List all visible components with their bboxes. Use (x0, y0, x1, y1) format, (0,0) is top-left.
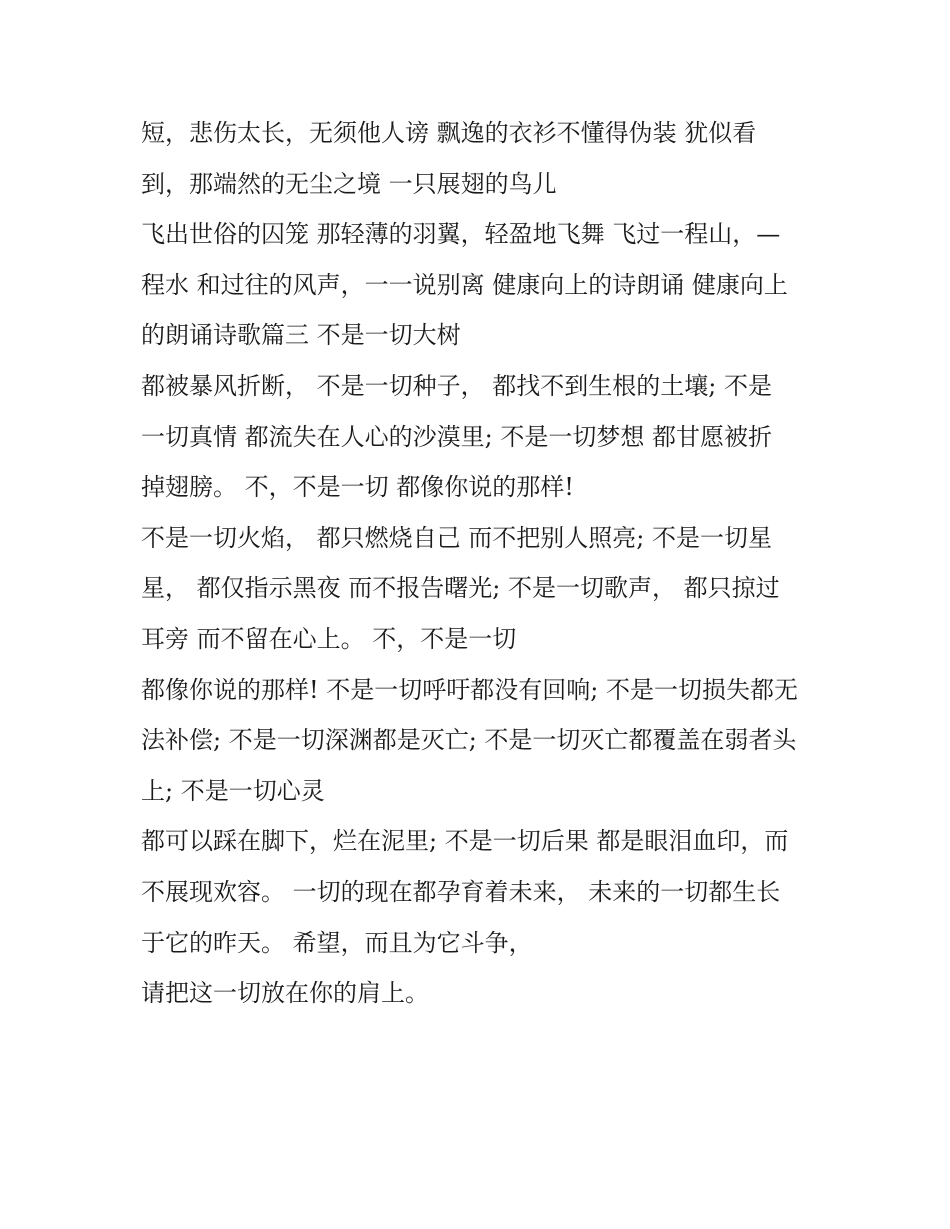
document-body (141, 108, 821, 1019)
text-line: 都可以踩在脚下，烂在泥里; 不是一切后果 都是眼泪血印，而 (141, 827, 789, 856)
text-line: 上; 不是一切心灵 (141, 776, 325, 805)
text-line: 法补偿; 不是一切深渊都是灭亡; 不是一切灭亡都覆盖在弱者头 (141, 726, 797, 755)
text-line: 一切真情 都流失在人心的沙漠里; 不是一切梦想 都甘愿被折 (141, 422, 772, 451)
text-line: 不是一切火焰， 都只燃烧自己 而不把别人照亮; 不是一切星 (141, 523, 772, 552)
text-line: 程水 和过往的风声，一一说别离 健康向上的诗朗诵 健康向上 (141, 270, 788, 299)
text-line: 耳旁 而不留在心上。 不，不是一切 (141, 624, 517, 653)
text-line: 不展现欢容。 一切的现在都孕育着未来， 未来的一切都生长 (141, 877, 781, 906)
text-line: 请把这一切放在你的肩上。 (141, 979, 429, 1008)
text-line: 星， 都仅指示黑夜 而不报告曙光; 不是一切歌声， 都只掠过 (141, 574, 780, 603)
text-line: 的朗诵诗歌篇三 不是一切大树 (141, 321, 461, 350)
text-line: 飞出世俗的囚笼 那轻薄的羽翼，轻盈地飞舞 飞过一程山，— (141, 220, 781, 249)
text-line: 掉翅膀。 不，不是一切 都像你说的那样! (141, 473, 574, 502)
text-line: 于它的昨天。 希望，而且为它斗争， (141, 928, 533, 957)
text-line: 到，那端然的无尘之境 一只展翅的鸟儿 (141, 169, 557, 198)
text-line: 短，悲伤太长，无须他人谤 飘逸的衣衫不懂得伪装 犹似看 (141, 119, 757, 147)
text-line: 都像你说的那样! 不是一切呼吁都没有回响; 不是一切损失都无 (141, 675, 798, 704)
text-line: 都被暴风折断， 不是一切种子， 都找不到生根的土壤; 不是 (141, 371, 772, 400)
